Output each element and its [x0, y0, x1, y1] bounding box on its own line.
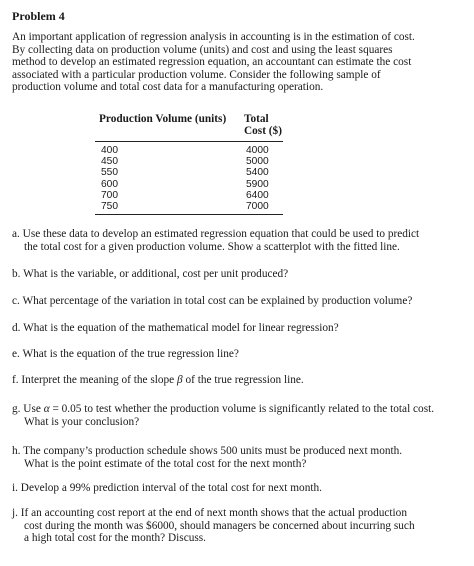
- beta-symbol: β: [177, 374, 183, 386]
- question-line: a. Use these data to develop an estimated regression equation that could be used to predict: [12, 228, 420, 240]
- question-line: d. What is the equation of the mathematical model for linear regression?: [12, 322, 339, 334]
- question-c: [12, 295, 467, 308]
- intro-line: method to develop an estimated regression equation, an accountant can estimate the cost: [12, 56, 412, 69]
- table-row: [95, 156, 283, 167]
- question-d: [12, 322, 467, 335]
- problem-title: Problem 4: [12, 9, 65, 23]
- table-row: [95, 145, 283, 156]
- column-header-total-cost: Total Cost ($): [244, 113, 282, 137]
- question-line: What is the point estimate of the total cost for the next month?: [24, 457, 307, 470]
- table-body: [95, 142, 283, 215]
- question-line: i. Develop a 99% prediction interval of the total cost for next month.: [12, 482, 322, 494]
- data-table: [95, 113, 283, 215]
- question-text: = 0.05 to test whether the production volume is significantly related to the total cost.: [49, 403, 435, 415]
- volume-cell: 700: [101, 189, 118, 201]
- volume-cell: 600: [101, 178, 118, 190]
- cost-cell: 5900: [246, 178, 269, 190]
- question-h: [12, 445, 467, 470]
- question-line: cost during the month was $6000, should managers be concerned about incurring such: [24, 519, 415, 532]
- question-j: [12, 507, 467, 545]
- question-line: a high total cost for the month? Discuss.: [24, 532, 206, 545]
- column-header-production-volume: Production Volume (units): [99, 113, 227, 125]
- cost-cell: 6400: [246, 189, 269, 201]
- cost-cell: 7000: [246, 201, 269, 213]
- intro-line: production volume and total cost data for a manufacturing operation.: [12, 81, 324, 94]
- question-line: j. If an accounting cost report at the end of next month shows that the actual production: [12, 507, 407, 519]
- table-row: [95, 179, 283, 190]
- cost-cell: 4000: [246, 145, 269, 156]
- cost-cell: 5400: [246, 167, 269, 179]
- question-line: b. What is the variable, or additional, cost per unit produced?: [12, 268, 289, 280]
- volume-cell: 450: [101, 156, 118, 168]
- question-b: [12, 268, 467, 281]
- question-line: e. What is the equation of the true regression line?: [12, 348, 239, 360]
- table-row: [95, 167, 283, 178]
- question-line: [12, 374, 467, 387]
- question-text: of the true regression line.: [182, 374, 304, 386]
- intro-line: By collecting data on production volume (units) and cost and using the least squares: [12, 43, 393, 56]
- volume-cell: 400: [101, 145, 118, 156]
- question-line: h. The company’s production schedule shows 500 units must be produced next month.: [12, 445, 403, 457]
- question-i: [12, 482, 467, 495]
- question-line: What is your conclusion?: [24, 415, 140, 428]
- question-g: [12, 403, 467, 428]
- table-row: [95, 201, 283, 212]
- cost-cell: 5000: [246, 156, 269, 168]
- question-line: [12, 403, 467, 416]
- table-row: [95, 190, 283, 201]
- question-text: f. Interpret the meaning of the slope: [12, 374, 178, 386]
- question-a: [12, 228, 467, 253]
- question-e: [12, 348, 467, 361]
- table-header: [95, 113, 283, 142]
- volume-cell: 750: [101, 201, 118, 213]
- intro-paragraph: [12, 31, 464, 94]
- intro-line: associated with a particular production volume. Consider the following sample of: [12, 68, 381, 81]
- question-line: c. What percentage of the variation in total cost can be explained by production volume?: [12, 295, 413, 307]
- question-f: [12, 374, 467, 387]
- volume-cell: 550: [101, 167, 118, 179]
- question-line: the total cost for a given production volume. Show a scatterplot with the fitted line.: [24, 240, 400, 253]
- question-text: g. Use: [12, 403, 44, 415]
- intro-line: An important application of regression analysis in accounting is in the estimation of cost.: [12, 31, 415, 43]
- alpha-symbol: α: [43, 403, 50, 415]
